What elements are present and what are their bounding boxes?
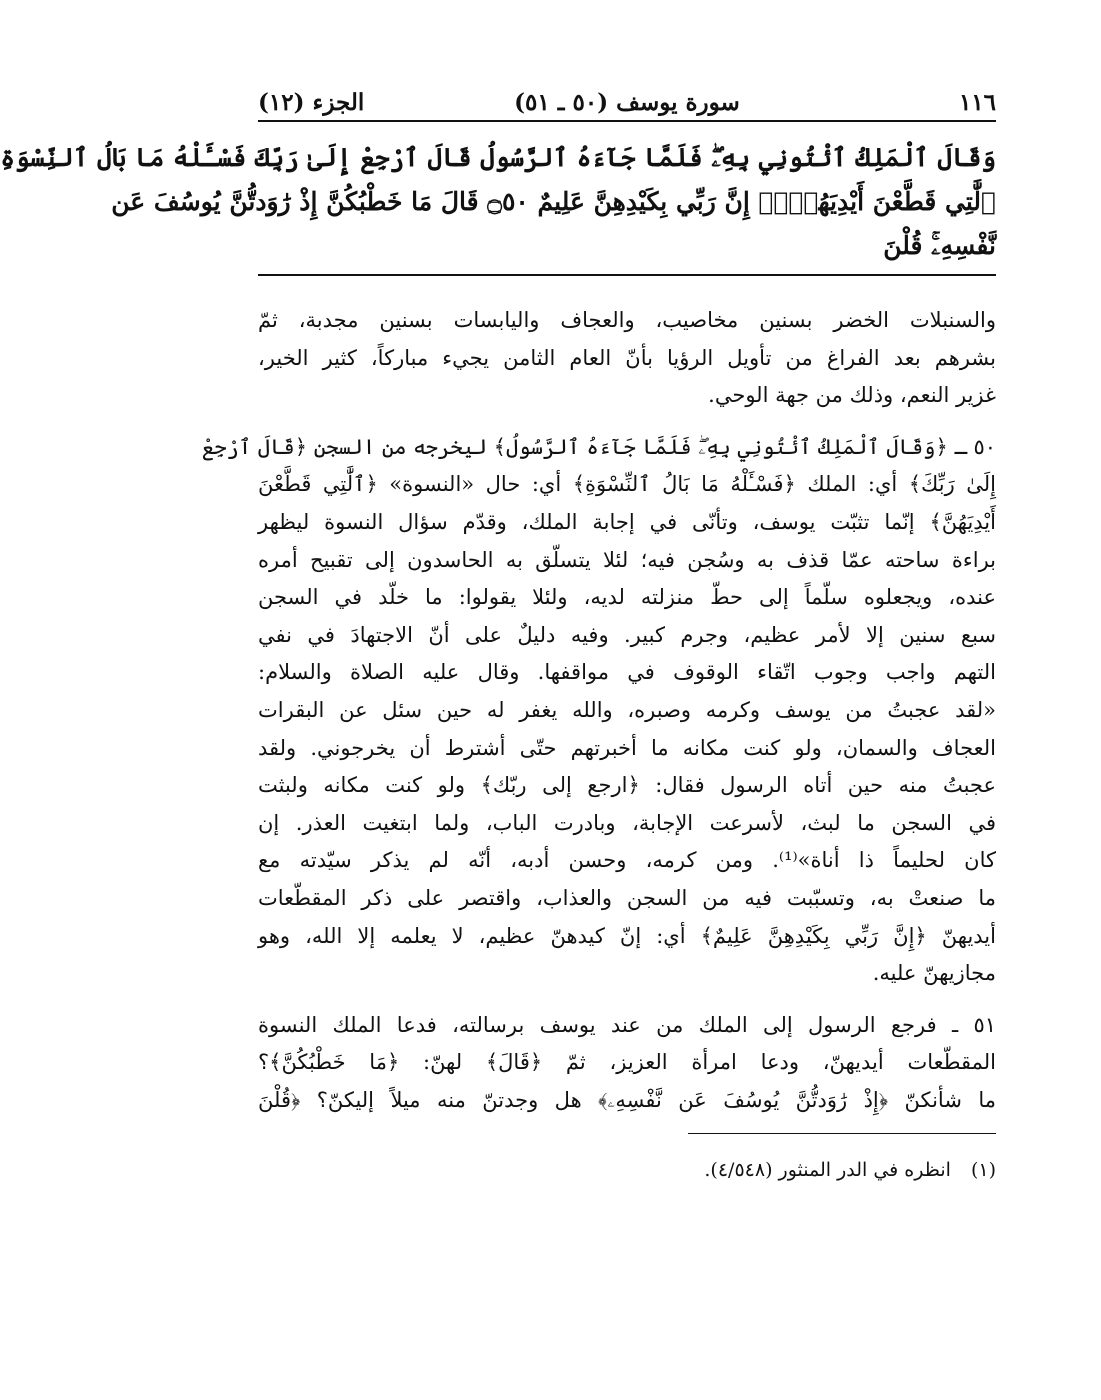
text-line: كان لحليماً ذا أناة»⁽¹⁾. ومن كرمه، وحسن أدبه، أنّه لم يذكر سيّدته مع bbox=[258, 848, 996, 873]
paragraph-verse-50 bbox=[201, 429, 996, 993]
book-page bbox=[0, 84, 996, 1314]
text-line: بشرهم بعد الفراغ من تأويل الرؤيا بأنّ العام الثامن يجيء مباركاً، كثير الخير، bbox=[258, 345, 996, 370]
text-line: مجازيهنّ عليه. bbox=[872, 961, 996, 986]
text-line: أيديهنّ ﴿إِنَّ رَبِّي بِكَيْدِهِنَّ عَلِيمٌ﴾ أي: إنّ كيدهنّ عظيم، لا يعلمه إلا الله، وهو bbox=[258, 923, 996, 948]
paragraph-verse-51 bbox=[258, 1007, 996, 1120]
text-line: التهم واجب وجوب اتّقاء الوقوف في مواقفها. وقال عليه الصلاة والسلام: bbox=[258, 660, 996, 685]
text-line: العجاف والسمان، ولو كنت مكانه ما أخبرتهم حتّى أشترط أن يخرجوني. ولقد bbox=[258, 735, 996, 760]
text-line: والسنبلات الخضر بسنين مخاصيب، والعجاف واليابسات بسنين مجدبة، ثمّ bbox=[258, 308, 996, 332]
quran-line: ٱلَّٰتِي قَطَّعْنَ أَيْدِيَهُنَّۚ إِنَّ رَبِّي بِكَيْدِهِنَّ عَلِيمٌ ۝٥٠ قَالَ مَا خَطْبُكُنَّ إِذْ رَٰوَدتُّنَّ يُوسُفَ عَن bbox=[111, 187, 996, 216]
text-line: عنده، ويجعلوه سلّماً إلى حطّ منزلته لديه، ولئلا يقولوا: ما خلّد في السجن bbox=[258, 585, 996, 610]
footnote-divider bbox=[688, 1133, 996, 1134]
text-line: أَيْدِيَهُنَّ﴾ إنّما تثبّت يوسف، وتأنّى في إجابة الملك، وقدّم سؤال النسوة ليظهر bbox=[258, 509, 996, 534]
juz-label: الجزء (١٢) bbox=[258, 88, 365, 116]
text-line: براءة ساحته عمّا قذف به وسُجن فيه؛ لئلا يتسلّق به الحاسدون إلى تقبيح أمره bbox=[258, 547, 996, 572]
page-number: ١١٦ bbox=[958, 88, 996, 116]
text-line: «لقد عجبتُ من يوسف وكرمه وصبره، والله يغفر له حين سئل عن البقرات bbox=[258, 697, 996, 722]
page-header bbox=[258, 84, 996, 120]
footnote-number: (١) bbox=[970, 1159, 996, 1182]
text-line: ما شأنكنّ ﴿إِذْ رَٰوَدتُّنَّ يُوسُفَ عَن نَّفْسِهِۦ﴾ هل وجدتنّ منه ميلاً إليكنّ؟ ﴿قُلْنَ bbox=[258, 1087, 996, 1112]
quran-text-block bbox=[0, 122, 996, 274]
text-line: المقطّعات أيديهنّ، ودعا امرأة العزيز، ثمّ ﴿قَالَ﴾ لهنّ: ﴿مَا خَطْبُكُنَّ﴾؟ bbox=[258, 1050, 996, 1075]
commentary-body bbox=[201, 302, 996, 1119]
text-line: عجبتُ منه حين أتاه الرسول فقال: ﴿ارجع إلى ربّك﴾ ولو كنت مكانه ولبثت bbox=[258, 773, 996, 798]
footnote-text: انظره في الدر المنثور (٤/٥٤٨). bbox=[704, 1159, 951, 1182]
paragraph-previous bbox=[258, 302, 996, 415]
text-line: ما صنعتْ به، وتسبّبت فيه من السجن والعذاب، واقتصر على ذكر المقطّعات bbox=[258, 885, 996, 910]
text-line: ٥٠ ـ ﴿وَقَالَ ٱلْمَلِكُ ٱئْتُونِي بِهِۦۖ فَلَمَّا جَآءَهُ ٱلرَّسُولُ﴾ ليخرجه من السجن ﴿قَالَ ٱرْجِعْ bbox=[201, 434, 996, 459]
quran-line: نَّفْسِهِۦۚ قُلْنَ bbox=[883, 231, 996, 260]
quran-line: وَقَالَ ٱلْمَلِكُ ٱئْتُونِي بِهِۦۖ فَلَمَّا جَآءَهُ ٱلرَّسُولُ قَالَ ٱرْجِعْ إِلَىٰ رَبِّكَ فَسْـَٔلْهُ مَا بَالُ ٱلنِّسْوَةِ bbox=[0, 143, 996, 172]
footnote bbox=[258, 1156, 996, 1184]
quran-divider bbox=[258, 274, 996, 276]
surah-title: سورة يوسف (٥٠ ـ ٥١) bbox=[514, 88, 740, 116]
text-line: سبع سنين إلا لأمر عظيم، وجرم كبير. وفيه دليلٌ على أنّ الاجتهادَ في نفي bbox=[258, 622, 996, 647]
text-line: غزير النعم، وذلك من جهة الوحي. bbox=[708, 383, 996, 408]
text-line: في السجن ما لبث، لأسرعت الإجابة، وبادرت الباب، ولما ابتغيت العذر. إن bbox=[258, 810, 996, 835]
text-line: إِلَىٰ رَبِّكَ﴾ أي: الملك ﴿فَسْـَٔلْهُ مَا بَالُ ٱلنِّسْوَةِ﴾ أي: حال «النسوة» ﴿ٱلَّٰتِي قَطَّعْنَ bbox=[258, 472, 996, 497]
text-line: ٥١ ـ فرجع الرسول إلى الملك من عند يوسف برسالته، فدعا الملك النسوة bbox=[258, 1012, 996, 1037]
